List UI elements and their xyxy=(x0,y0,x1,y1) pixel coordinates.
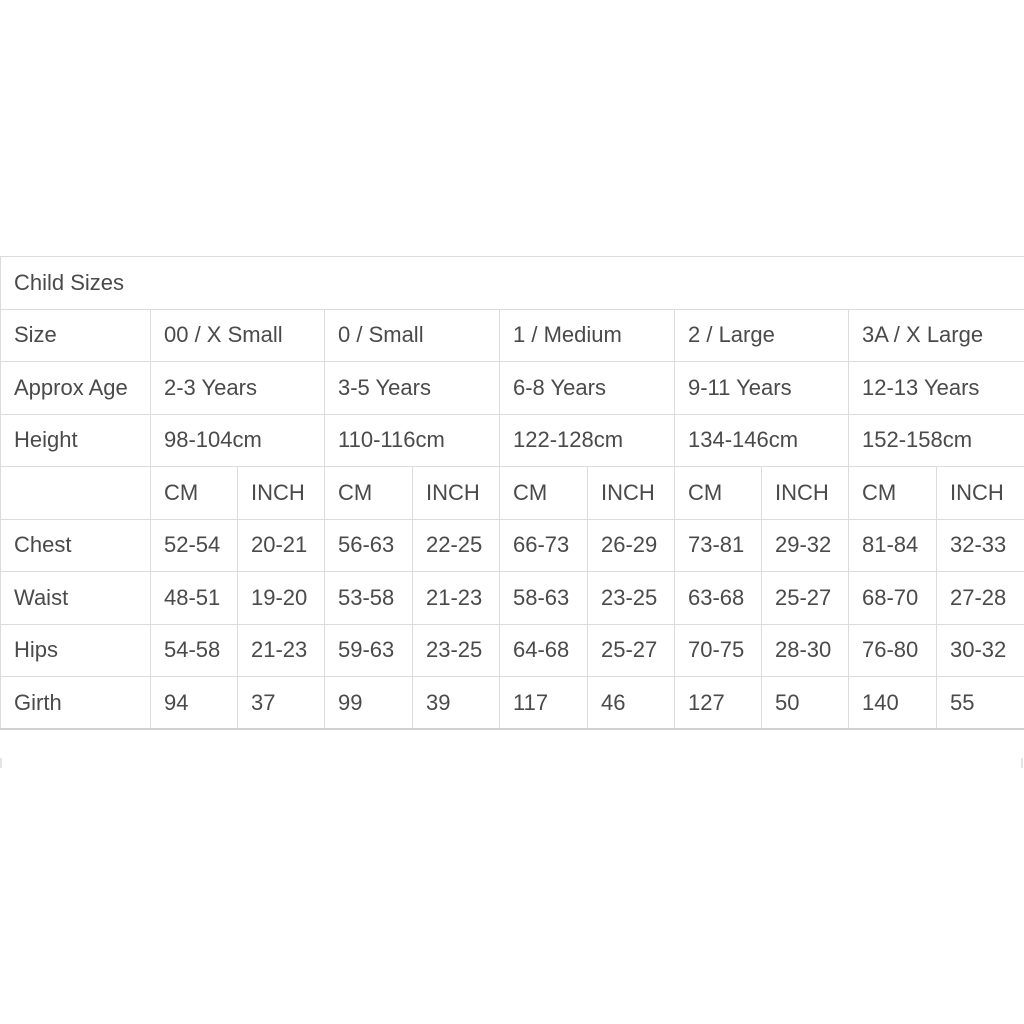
measurement-value: 46 xyxy=(588,677,675,730)
measurement-value: 94 xyxy=(151,677,238,730)
measurement-value: 76-80 xyxy=(849,624,937,677)
table-edge-continuation xyxy=(0,758,1024,768)
measurement-value: 127 xyxy=(675,677,762,730)
measurement-value: 26-29 xyxy=(588,519,675,572)
unit-row xyxy=(1,467,1024,520)
measurement-value: 66-73 xyxy=(500,519,588,572)
size-row xyxy=(1,309,1024,362)
unit-inch: INCH xyxy=(937,467,1024,520)
height-value: 98-104cm xyxy=(151,414,325,467)
measurement-value: 73-81 xyxy=(675,519,762,572)
unit-cm: CM xyxy=(151,467,238,520)
measurement-value: 28-30 xyxy=(762,624,849,677)
size-label: Size xyxy=(1,309,151,362)
measurement-value: 58-63 xyxy=(500,572,588,625)
height-value: 134-146cm xyxy=(675,414,849,467)
height-value: 152-158cm xyxy=(849,414,1024,467)
measurement-value: 22-25 xyxy=(413,519,500,572)
measurement-value: 23-25 xyxy=(588,572,675,625)
measurement-value: 56-63 xyxy=(325,519,413,572)
measurement-value: 21-23 xyxy=(413,572,500,625)
measurement-value: 70-75 xyxy=(675,624,762,677)
measurement-label: Hips xyxy=(1,624,151,677)
measurement-value: 48-51 xyxy=(151,572,238,625)
girth-row xyxy=(1,677,1024,730)
waist-row xyxy=(1,572,1024,625)
size-name: 1 / Medium xyxy=(500,309,675,362)
measurement-value: 63-68 xyxy=(675,572,762,625)
measurement-value: 39 xyxy=(413,677,500,730)
empty-cell xyxy=(1,467,151,520)
size-name: 00 / X Small xyxy=(151,309,325,362)
age-value: 12-13 Years xyxy=(849,362,1024,415)
measurement-value: 23-25 xyxy=(413,624,500,677)
unit-inch: INCH xyxy=(762,467,849,520)
height-value: 110-116cm xyxy=(325,414,500,467)
measurement-label: Chest xyxy=(1,519,151,572)
measurement-value: 53-58 xyxy=(325,572,413,625)
unit-cm: CM xyxy=(675,467,762,520)
age-value: 2-3 Years xyxy=(151,362,325,415)
measurement-value: 81-84 xyxy=(849,519,937,572)
measurement-value: 21-23 xyxy=(238,624,325,677)
size-name: 2 / Large xyxy=(675,309,849,362)
measurement-label: Waist xyxy=(1,572,151,625)
child-size-table xyxy=(0,256,1024,730)
age-value: 9-11 Years xyxy=(675,362,849,415)
measurement-value: 19-20 xyxy=(238,572,325,625)
hips-row xyxy=(1,624,1024,677)
measurement-value: 20-21 xyxy=(238,519,325,572)
measurement-value: 25-27 xyxy=(762,572,849,625)
unit-inch: INCH xyxy=(588,467,675,520)
unit-cm: CM xyxy=(849,467,937,520)
measurement-value: 99 xyxy=(325,677,413,730)
unit-inch: INCH xyxy=(238,467,325,520)
unit-cm: CM xyxy=(325,467,413,520)
unit-cm: CM xyxy=(500,467,588,520)
size-name: 3A / X Large xyxy=(849,309,1024,362)
measurement-value: 68-70 xyxy=(849,572,937,625)
measurement-value: 27-28 xyxy=(937,572,1024,625)
chest-row xyxy=(1,519,1024,572)
age-label: Approx Age xyxy=(1,362,151,415)
title-row xyxy=(1,257,1024,310)
measurement-value: 54-58 xyxy=(151,624,238,677)
measurement-value: 59-63 xyxy=(325,624,413,677)
measurement-value: 140 xyxy=(849,677,937,730)
measurement-value: 64-68 xyxy=(500,624,588,677)
measurement-value: 32-33 xyxy=(937,519,1024,572)
measurement-value: 37 xyxy=(238,677,325,730)
edge-line xyxy=(0,758,2,768)
measurement-label: Girth xyxy=(1,677,151,730)
age-value: 6-8 Years xyxy=(500,362,675,415)
measurement-value: 25-27 xyxy=(588,624,675,677)
unit-inch: INCH xyxy=(413,467,500,520)
edge-line xyxy=(1021,758,1023,768)
measurement-value: 55 xyxy=(937,677,1024,730)
measurement-value: 52-54 xyxy=(151,519,238,572)
height-label: Height xyxy=(1,414,151,467)
age-row xyxy=(1,362,1024,415)
age-value: 3-5 Years xyxy=(325,362,500,415)
height-row xyxy=(1,414,1024,467)
size-name: 0 / Small xyxy=(325,309,500,362)
table-title: Child Sizes xyxy=(1,257,1024,310)
measurement-value: 50 xyxy=(762,677,849,730)
height-value: 122-128cm xyxy=(500,414,675,467)
measurement-value: 29-32 xyxy=(762,519,849,572)
measurement-value: 30-32 xyxy=(937,624,1024,677)
measurement-value: 117 xyxy=(500,677,588,730)
